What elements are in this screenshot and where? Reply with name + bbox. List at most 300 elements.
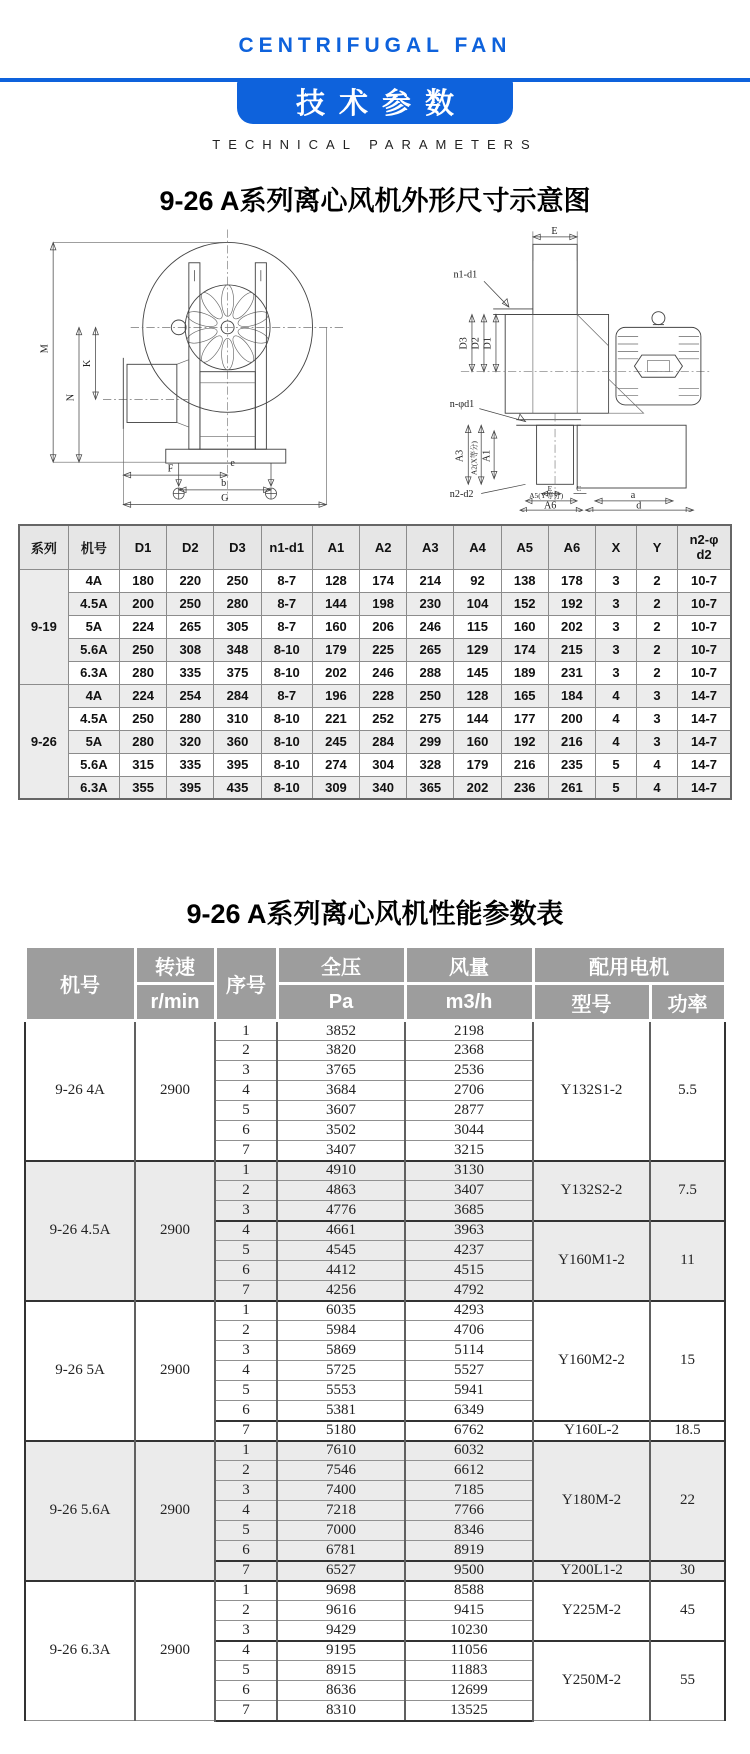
- dimension-table-header: [19, 525, 731, 569]
- dim-cell: 3: [595, 592, 636, 615]
- pressure-cell: 7546: [277, 1461, 405, 1481]
- dim-cell: 4.5A: [68, 592, 119, 615]
- dim-cell: 179: [454, 753, 501, 776]
- dim-cell: 280: [214, 592, 261, 615]
- dim-column-header: A1: [312, 525, 359, 569]
- flow-cell: 7185: [405, 1481, 533, 1501]
- dim-label-A6: A6: [543, 500, 556, 512]
- serial-cell: 5: [215, 1241, 277, 1261]
- dim-label-E-top: E: [550, 226, 558, 238]
- dim-cell: 8-10: [261, 730, 312, 753]
- dim-label-A1: A1: [481, 449, 493, 463]
- dim-cell: 192: [548, 592, 595, 615]
- pressure-cell: 3765: [277, 1061, 405, 1081]
- pressure-cell: 5381: [277, 1401, 405, 1421]
- fan-model-cell: 9-26 4.5A: [25, 1161, 135, 1301]
- dim-cell: 160: [312, 615, 359, 638]
- dim-cell: 348: [214, 638, 261, 661]
- dim-label-D1: D1: [481, 337, 493, 350]
- serial-cell: 1: [215, 1301, 277, 1321]
- pressure-cell: 9195: [277, 1641, 405, 1661]
- dim-cell: 202: [312, 661, 359, 684]
- table-row: [25, 1301, 725, 1321]
- dim-cell: 214: [407, 569, 454, 592]
- dim-cell: 335: [167, 661, 214, 684]
- dim-cell: 280: [167, 707, 214, 730]
- motor-model-cell: Y200L1-2: [533, 1561, 650, 1581]
- motor-power-cell: 55: [650, 1641, 725, 1721]
- motor-model-cell: Y250M-2: [533, 1641, 650, 1721]
- flow-cell: 10230: [405, 1621, 533, 1641]
- serial-cell: 4: [215, 1641, 277, 1661]
- dim-cell: 2: [637, 638, 678, 661]
- fan-model-cell: 9-26 5A: [25, 1301, 135, 1441]
- serial-cell: 3: [215, 1621, 277, 1641]
- dim-cell: 4.5A: [68, 707, 119, 730]
- dim-cell: 360: [214, 730, 261, 753]
- dim-cell: 4: [595, 730, 636, 753]
- serial-cell: 7: [215, 1421, 277, 1441]
- dim-cell: 3: [595, 569, 636, 592]
- table-row: [25, 1581, 725, 1601]
- flow-cell: 5527: [405, 1361, 533, 1381]
- serial-cell: 6: [215, 1401, 277, 1421]
- flow-cell: 3963: [405, 1221, 533, 1241]
- dim-cell: 3: [637, 684, 678, 707]
- dim-cell: 6.3A: [68, 661, 119, 684]
- motor-model-cell: Y132S1-2: [533, 1021, 650, 1161]
- pressure-cell: 9616: [277, 1601, 405, 1621]
- dim-cell: 254: [167, 684, 214, 707]
- motor-power-cell: 22: [650, 1441, 725, 1561]
- dim-cell: 5: [595, 753, 636, 776]
- fan-speed-cell: 2900: [135, 1301, 215, 1441]
- col-header-flow-unit: m3/h: [405, 984, 533, 1021]
- dim-cell: 308: [167, 638, 214, 661]
- dimension-diagrams: [0, 224, 750, 512]
- dim-label-F: F: [167, 463, 173, 475]
- flow-cell: 6349: [405, 1401, 533, 1421]
- pressure-cell: 5869: [277, 1341, 405, 1361]
- dim-cell: 14-7: [678, 753, 731, 776]
- dim-column-header: Y: [637, 525, 678, 569]
- dim-cell: 10-7: [678, 661, 731, 684]
- serial-cell: 2: [215, 1321, 277, 1341]
- dim-cell: 152: [501, 592, 548, 615]
- dim-cell: 261: [548, 776, 595, 799]
- motor-model-cell: Y225M-2: [533, 1581, 650, 1641]
- flow-cell: 2198: [405, 1021, 533, 1041]
- dim-cell: 2: [637, 592, 678, 615]
- serial-cell: 6: [215, 1681, 277, 1701]
- dim-cell: 104: [454, 592, 501, 615]
- dim-cell: 8-10: [261, 776, 312, 799]
- dim-cell: 5A: [68, 730, 119, 753]
- serial-cell: 7: [215, 1281, 277, 1301]
- serial-cell: 1: [215, 1021, 277, 1041]
- flow-cell: 12699: [405, 1681, 533, 1701]
- dim-cell: 2: [637, 615, 678, 638]
- flow-cell: 7766: [405, 1501, 533, 1521]
- dim-cell: 305: [214, 615, 261, 638]
- dim-column-header: n1-d1: [261, 525, 312, 569]
- flow-cell: 2536: [405, 1061, 533, 1081]
- dim-column-header: [678, 525, 731, 569]
- dim-label-a: a: [630, 490, 635, 502]
- pressure-cell: 5553: [277, 1381, 405, 1401]
- performance-table-body: [25, 1021, 725, 1721]
- dim-cell: 144: [312, 592, 359, 615]
- fan-model-cell: 9-26 4A: [25, 1021, 135, 1161]
- table-row: [19, 707, 731, 730]
- flow-cell: 4706: [405, 1321, 533, 1341]
- dim-column-header: A4: [454, 525, 501, 569]
- motor-power-cell: 15: [650, 1301, 725, 1421]
- dim-cell: 2: [637, 569, 678, 592]
- dim-cell: 265: [407, 638, 454, 661]
- dim-cell: 284: [214, 684, 261, 707]
- serial-cell: 6: [215, 1541, 277, 1561]
- dim-cell: 178: [548, 569, 595, 592]
- serial-cell: 4: [215, 1501, 277, 1521]
- pressure-cell: 3852: [277, 1021, 405, 1041]
- dim-cell: 5.6A: [68, 638, 119, 661]
- dim-label-b: b: [220, 478, 226, 490]
- dim-cell: 3: [637, 730, 678, 753]
- series-label: 9-26: [19, 684, 68, 799]
- serial-cell: 3: [215, 1061, 277, 1081]
- motor-power-cell: 11: [650, 1221, 725, 1301]
- fan-speed-cell: 2900: [135, 1441, 215, 1581]
- dim-label-A2: A2(X等分): [469, 441, 479, 476]
- dim-cell: 220: [167, 569, 214, 592]
- pressure-cell: 4863: [277, 1181, 405, 1201]
- fan-speed-cell: 2900: [135, 1161, 215, 1301]
- serial-cell: 2: [215, 1181, 277, 1201]
- col-header-flow: 风量: [405, 947, 533, 984]
- flow-cell: 13525: [405, 1701, 533, 1721]
- flow-cell: 2706: [405, 1081, 533, 1101]
- flow-cell: 3215: [405, 1141, 533, 1161]
- flow-cell: 6032: [405, 1441, 533, 1461]
- flow-cell: 3130: [405, 1161, 533, 1181]
- motor-power-cell: 7.5: [650, 1161, 725, 1221]
- dim-column-header: 机号: [68, 525, 119, 569]
- pressure-cell: 5984: [277, 1321, 405, 1341]
- serial-cell: 7: [215, 1561, 277, 1581]
- serial-cell: 3: [215, 1201, 277, 1221]
- dim-cell: 230: [407, 592, 454, 615]
- dim-cell: 228: [360, 684, 407, 707]
- brand-title: CENTRIFUGAL FAN: [238, 34, 512, 57]
- dim-cell: 250: [167, 592, 214, 615]
- dim-cell: 250: [120, 638, 167, 661]
- col-header-pressure-unit: Pa: [277, 984, 405, 1021]
- fan-model-cell: 9-26 6.3A: [25, 1581, 135, 1721]
- dim-cell: 310: [214, 707, 261, 730]
- flow-cell: 11056: [405, 1641, 533, 1661]
- dim-cell: 4A: [68, 684, 119, 707]
- dim-cell: 115: [454, 615, 501, 638]
- dim-label-n2-d2: n2-d2: [449, 489, 473, 501]
- serial-cell: 4: [215, 1081, 277, 1101]
- banner-subtitle: TECHNICAL PARAMETERS: [212, 137, 538, 152]
- serial-cell: 4: [215, 1361, 277, 1381]
- dim-cell: 250: [214, 569, 261, 592]
- table-row: [19, 776, 731, 799]
- dim-header-line: d2: [696, 547, 712, 563]
- pressure-cell: 3684: [277, 1081, 405, 1101]
- flow-cell: 4293: [405, 1301, 533, 1321]
- dim-label-d: d: [635, 500, 641, 512]
- dim-cell: 4A: [68, 569, 119, 592]
- flow-cell: 3407: [405, 1181, 533, 1201]
- flow-cell: 9415: [405, 1601, 533, 1621]
- flow-cell: 2368: [405, 1041, 533, 1061]
- dim-label-n-phid1: n-φd1: [449, 398, 474, 410]
- table-row: [19, 569, 731, 592]
- pressure-cell: 8310: [277, 1701, 405, 1721]
- dim-cell: 288: [407, 661, 454, 684]
- dim-cell: 309: [312, 776, 359, 799]
- dim-cell: 2: [637, 661, 678, 684]
- dim-cell: 395: [167, 776, 214, 799]
- dim-cell: 128: [312, 569, 359, 592]
- dim-cell: 280: [120, 730, 167, 753]
- dim-cell: 299: [407, 730, 454, 753]
- table-row: [19, 661, 731, 684]
- dim-cell: 274: [312, 753, 359, 776]
- section-banner: 技术参数: [237, 78, 513, 124]
- motor-model-cell: Y160L-2: [533, 1421, 650, 1441]
- serial-cell: 4: [215, 1221, 277, 1241]
- dim-label-e: e: [229, 457, 235, 469]
- dim-cell: 284: [360, 730, 407, 753]
- pressure-cell: 4256: [277, 1281, 405, 1301]
- fan-front-view-diagram: [18, 224, 368, 512]
- flow-cell: 8588: [405, 1581, 533, 1601]
- dim-label-C: C: [575, 483, 581, 493]
- dim-cell: 129: [454, 638, 501, 661]
- series-label: 9-19: [19, 569, 68, 684]
- dim-cell: 315: [120, 753, 167, 776]
- dim-cell: 5.6A: [68, 753, 119, 776]
- table-row: [25, 1021, 725, 1041]
- performance-table-title: 9-26 A系列离心风机性能参数表: [186, 899, 564, 929]
- table-row: [19, 638, 731, 661]
- flow-cell: 11883: [405, 1661, 533, 1681]
- col-header-model: 机号: [25, 947, 135, 1021]
- dim-cell: 184: [548, 684, 595, 707]
- dim-label-A3: A3: [454, 449, 466, 463]
- col-header-motor: 配用电机: [533, 947, 725, 984]
- dim-label-D3: D3: [457, 337, 469, 350]
- col-header-pressure: 全压: [277, 947, 405, 984]
- dim-cell: 202: [548, 615, 595, 638]
- serial-cell: 6: [215, 1261, 277, 1281]
- dim-cell: 265: [167, 615, 214, 638]
- dim-cell: 8-10: [261, 661, 312, 684]
- dimension-diagram-title: 9-26 A系列离心风机外形尺寸示意图: [159, 186, 591, 216]
- col-header-index: 序号: [215, 947, 277, 1021]
- pressure-cell: 9429: [277, 1621, 405, 1641]
- dim-label-D2: D2: [469, 337, 481, 350]
- col-header-motor-model: 型号: [533, 984, 650, 1021]
- serial-cell: 5: [215, 1381, 277, 1401]
- dim-cell: 14-7: [678, 684, 731, 707]
- dim-cell: 246: [360, 661, 407, 684]
- dim-cell: 252: [360, 707, 407, 730]
- flow-cell: 3044: [405, 1121, 533, 1141]
- flow-cell: 3685: [405, 1201, 533, 1221]
- dim-label-N: N: [64, 393, 76, 402]
- motor-power-cell: 30: [650, 1561, 725, 1581]
- dim-cell: 216: [501, 753, 548, 776]
- dim-cell: 206: [360, 615, 407, 638]
- dim-cell: 200: [548, 707, 595, 730]
- dim-label-G: G: [220, 492, 228, 504]
- dim-cell: 189: [501, 661, 548, 684]
- dim-cell: 128: [454, 684, 501, 707]
- dim-label-M: M: [39, 344, 51, 354]
- dim-cell: 14-7: [678, 707, 731, 730]
- flow-cell: 6612: [405, 1461, 533, 1481]
- dim-label-E-bottom: E: [547, 483, 552, 493]
- dim-cell: 375: [214, 661, 261, 684]
- page: [0, 34, 750, 1722]
- dim-cell: 8-10: [261, 638, 312, 661]
- dim-header-line: n2-φ: [689, 532, 719, 548]
- col-header-motor-power: 功率: [650, 984, 725, 1021]
- table-row: [25, 1161, 725, 1181]
- dim-cell: 177: [501, 707, 548, 730]
- dim-cell: 192: [501, 730, 548, 753]
- pressure-cell: 4661: [277, 1221, 405, 1241]
- dimension-table: [18, 524, 732, 800]
- dimension-table-body: [19, 569, 731, 799]
- dim-column-header: D2: [167, 525, 214, 569]
- dim-column-header: 系列: [19, 525, 68, 569]
- dim-cell: 4: [595, 684, 636, 707]
- dim-cell: 8-7: [261, 569, 312, 592]
- table-row: [19, 684, 731, 707]
- dim-cell: 221: [312, 707, 359, 730]
- serial-cell: 1: [215, 1161, 277, 1181]
- table-row: [19, 753, 731, 776]
- performance-table: [24, 945, 727, 1722]
- serial-cell: 5: [215, 1521, 277, 1541]
- col-header-speed-unit: r/min: [135, 984, 215, 1021]
- dim-column-header: D1: [120, 525, 167, 569]
- flow-cell: 5114: [405, 1341, 533, 1361]
- dim-label-n1-d1: n1-d1: [453, 269, 477, 281]
- dim-cell: 216: [548, 730, 595, 753]
- table-row: [25, 1441, 725, 1461]
- serial-cell: 5: [215, 1661, 277, 1681]
- dim-cell: 165: [501, 684, 548, 707]
- fan-model-cell: 9-26 5.6A: [25, 1441, 135, 1581]
- dimension-table-header-row: [19, 525, 731, 569]
- dim-cell: 328: [407, 753, 454, 776]
- dim-column-header: A5: [501, 525, 548, 569]
- pressure-cell: 3407: [277, 1141, 405, 1161]
- fan-side-view-diagram: [378, 224, 733, 512]
- dim-cell: 10-7: [678, 615, 731, 638]
- dim-cell: 395: [214, 753, 261, 776]
- dim-cell: 365: [407, 776, 454, 799]
- table-row: [19, 730, 731, 753]
- flow-cell: 4237: [405, 1241, 533, 1261]
- motor-power-cell: 45: [650, 1581, 725, 1641]
- dim-cell: 8-10: [261, 753, 312, 776]
- dim-column-header: D3: [214, 525, 261, 569]
- flow-cell: 8919: [405, 1541, 533, 1561]
- dim-cell: 10-7: [678, 592, 731, 615]
- dim-cell: 14-7: [678, 776, 731, 799]
- performance-table-header: [25, 947, 725, 1021]
- dim-cell: 196: [312, 684, 359, 707]
- serial-cell: 1: [215, 1581, 277, 1601]
- pressure-cell: 9698: [277, 1581, 405, 1601]
- dim-cell: 144: [454, 707, 501, 730]
- pressure-cell: 3607: [277, 1101, 405, 1121]
- motor-model-cell: Y180M-2: [533, 1441, 650, 1561]
- fan-speed-cell: 2900: [135, 1581, 215, 1721]
- dim-cell: 6.3A: [68, 776, 119, 799]
- pressure-cell: 5725: [277, 1361, 405, 1381]
- pressure-cell: 3502: [277, 1121, 405, 1141]
- pressure-cell: 7000: [277, 1521, 405, 1541]
- dim-label-A5: A5(Y等分): [528, 491, 563, 501]
- flow-cell: 4515: [405, 1261, 533, 1281]
- motor-model-cell: Y160M2-2: [533, 1301, 650, 1421]
- dim-label-K: K: [81, 359, 93, 368]
- dim-cell: 250: [120, 707, 167, 730]
- dim-cell: 200: [120, 592, 167, 615]
- dim-cell: 355: [120, 776, 167, 799]
- dim-cell: 14-7: [678, 730, 731, 753]
- serial-cell: 3: [215, 1341, 277, 1361]
- dim-cell: 215: [548, 638, 595, 661]
- dim-cell: 320: [167, 730, 214, 753]
- dim-cell: 4: [595, 707, 636, 730]
- flow-cell: 4792: [405, 1281, 533, 1301]
- pressure-cell: 8636: [277, 1681, 405, 1701]
- dim-cell: 250: [407, 684, 454, 707]
- dim-cell: 335: [167, 753, 214, 776]
- dim-cell: 8-7: [261, 684, 312, 707]
- pressure-cell: 6527: [277, 1561, 405, 1581]
- dim-cell: 174: [501, 638, 548, 661]
- serial-cell: 7: [215, 1701, 277, 1721]
- dim-cell: 160: [454, 730, 501, 753]
- pressure-cell: 8915: [277, 1661, 405, 1681]
- dim-cell: 3: [595, 638, 636, 661]
- dim-cell: 275: [407, 707, 454, 730]
- flow-cell: 5941: [405, 1381, 533, 1401]
- dim-cell: 3: [637, 707, 678, 730]
- flow-cell: 9500: [405, 1561, 533, 1581]
- dim-cell: 246: [407, 615, 454, 638]
- pressure-cell: 3820: [277, 1041, 405, 1061]
- dim-cell: 236: [501, 776, 548, 799]
- dim-cell: 225: [360, 638, 407, 661]
- dim-cell: 245: [312, 730, 359, 753]
- serial-cell: 2: [215, 1461, 277, 1481]
- dim-cell: 198: [360, 592, 407, 615]
- dim-cell: 160: [501, 615, 548, 638]
- motor-power-cell: 18.5: [650, 1421, 725, 1441]
